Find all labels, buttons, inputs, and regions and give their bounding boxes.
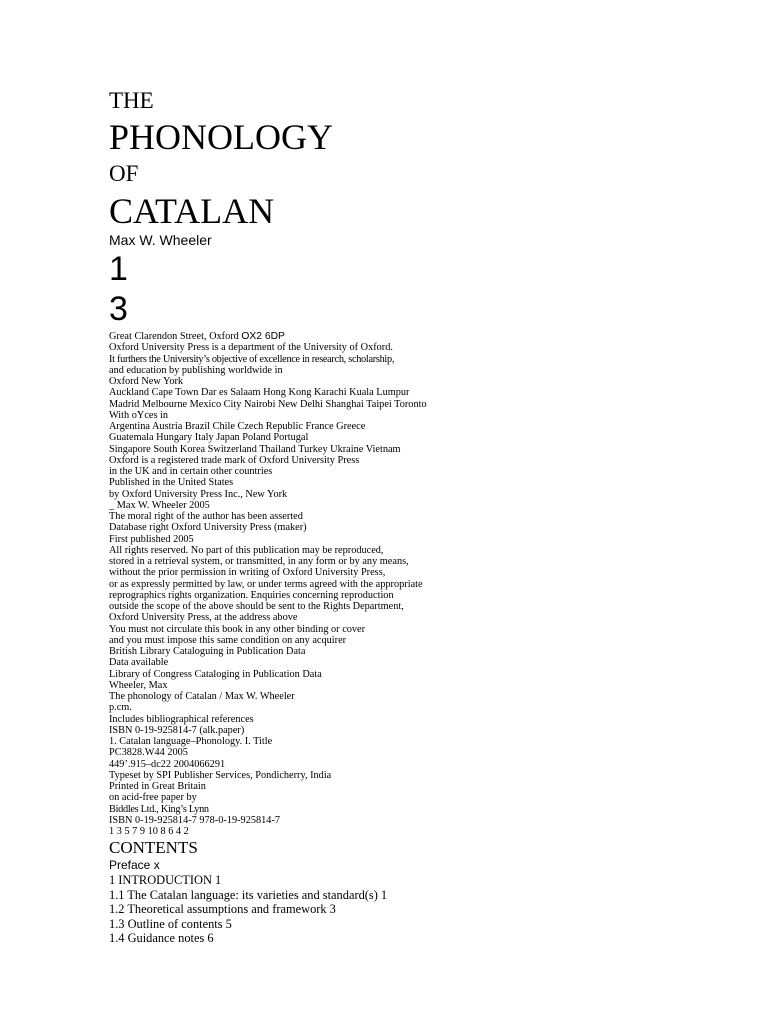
imprint-line: All rights reserved. No part of this publication may be reproduced, bbox=[109, 544, 384, 556]
imprint-line: p.cm. bbox=[109, 702, 132, 714]
imprint-line: Madrid Melbourne Mexico City Nairobi New Delhi Shanghai Taipei Toronto bbox=[109, 398, 427, 410]
imprint-line: Includes bibliographical references bbox=[109, 713, 254, 725]
imprint-line: Singapore South Korea Switzerland Thailand Turkey Ukraine Vietnam bbox=[109, 443, 401, 455]
author-name: Max W. Wheeler bbox=[109, 232, 212, 248]
imprint-line: The moral right of the author has been asserted bbox=[109, 511, 303, 522]
imprint-line: ISBN 0-19-925814-7 978-0-19-925814-7 bbox=[109, 814, 281, 826]
imprint-line: Oxford University Press, at the address above bbox=[109, 612, 298, 624]
imprint-line: stored in a retrieval system, or transmitted, in any form or by any means, bbox=[109, 556, 409, 567]
imprint-line: With oYces in bbox=[109, 409, 169, 421]
imprint-line: 1 3 5 7 9 10 8 6 4 2 bbox=[109, 826, 189, 837]
toc-item: 1.4 Guidance notes 6 bbox=[109, 931, 214, 946]
publisher-logo-line-2: 3 bbox=[109, 290, 128, 328]
imprint-line: 1. Catalan language–Phonology. I. Title bbox=[109, 736, 273, 747]
imprint-line: in the UK and in certain other countries bbox=[109, 466, 273, 477]
contents-heading: CONTENTS bbox=[109, 838, 198, 858]
book-page bbox=[109, 86, 749, 946]
toc-preface: Preface x bbox=[109, 858, 160, 873]
imprint-line: Printed in Great Britain bbox=[109, 781, 206, 792]
imprint-line: Argentina Austria Brazil Chile Czech Republic France Greece bbox=[109, 421, 366, 432]
toc-item: 1.3 Outline of contents 5 bbox=[109, 916, 232, 931]
imprint-line: Database right Oxford University Press (maker) bbox=[109, 522, 307, 534]
title-of: OF bbox=[109, 161, 139, 186]
imprint-line: _ Max W. Wheeler 2005 bbox=[109, 499, 210, 511]
imprint-line: and education by publishing worldwide in bbox=[109, 364, 283, 376]
imprint-line: Oxford is a registered trade mark of Oxford University Press bbox=[109, 454, 360, 466]
imprint-block bbox=[109, 331, 749, 837]
toc-list bbox=[109, 873, 749, 946]
publisher-logo-line-1: 1 bbox=[109, 250, 128, 288]
title-catalan: CATALAN bbox=[109, 191, 275, 231]
address-prefix: Great Clarendon Street, Oxford bbox=[109, 331, 239, 342]
imprint-line: First published 2005 bbox=[109, 533, 194, 545]
imprint-line: or as expressly permitted by law, or under terms agreed with the appropriate bbox=[109, 578, 423, 590]
imprint-line: Data available bbox=[109, 657, 169, 669]
title-phonology: PHONOLOGY bbox=[109, 117, 333, 157]
imprint-line: and you must impose this same condition on any acquirer bbox=[109, 634, 347, 646]
imprint-line: It furthers the University’s objective of excellence in research, scholarship, bbox=[109, 353, 395, 365]
imprint-line: Typeset by SPI Publisher Services, Pondicherry, India bbox=[109, 769, 332, 781]
imprint-address bbox=[109, 331, 749, 342]
imprint-line: PC3828.W44 2005 bbox=[109, 747, 188, 759]
imprint-line: Wheeler, Max bbox=[109, 679, 168, 691]
imprint-line: Auckland Cape Town Dar es Salaam Hong Kong Karachi Kuala Lumpur bbox=[109, 387, 410, 399]
imprint-line: Guatemala Hungary Italy Japan Poland Portugal bbox=[109, 432, 309, 444]
imprint-line: outside the scope of the above should be sent to the Rights Department, bbox=[109, 601, 404, 612]
imprint-line: ISBN 0-19-925814-7 (alk.paper) bbox=[109, 724, 245, 736]
imprint-line: 449’.915–dc22 2004066291 bbox=[109, 758, 226, 770]
imprint-line: British Library Cataloguing in Publication Data bbox=[109, 646, 306, 657]
imprint-line: reprographics rights organization. Enquiries concerning reproduction bbox=[109, 589, 394, 601]
title-the: THE bbox=[109, 88, 154, 113]
imprint-line: Oxford New York bbox=[109, 376, 184, 387]
imprint-line: by Oxford University Press Inc., New York bbox=[109, 488, 288, 500]
imprint-line: Oxford University Press is a department of the University of Oxford. bbox=[109, 342, 393, 354]
imprint-line: Biddles Ltd., King’s Lynn bbox=[109, 803, 209, 815]
imprint-line: The phonology of Catalan / Max W. Wheeler bbox=[109, 691, 295, 702]
toc-item: 1.2 Theoretical assumptions and framework 3 bbox=[109, 902, 336, 917]
toc-item: 1 INTRODUCTION 1 bbox=[109, 873, 222, 888]
imprint-line: without the prior permission in writing of Oxford University Press, bbox=[109, 567, 386, 579]
imprint-line: Published in the United States bbox=[109, 477, 234, 489]
toc-item: 1.1 The Catalan language: its varieties and standard(s) 1 bbox=[109, 887, 388, 902]
imprint-line: You must not circulate this book in any other binding or cover bbox=[109, 623, 366, 635]
imprint-line: on acid-free paper by bbox=[109, 792, 197, 804]
postcode: OX2 6DP bbox=[241, 331, 285, 342]
imprint-line: Library of Congress Cataloging in Publication Data bbox=[109, 668, 322, 680]
